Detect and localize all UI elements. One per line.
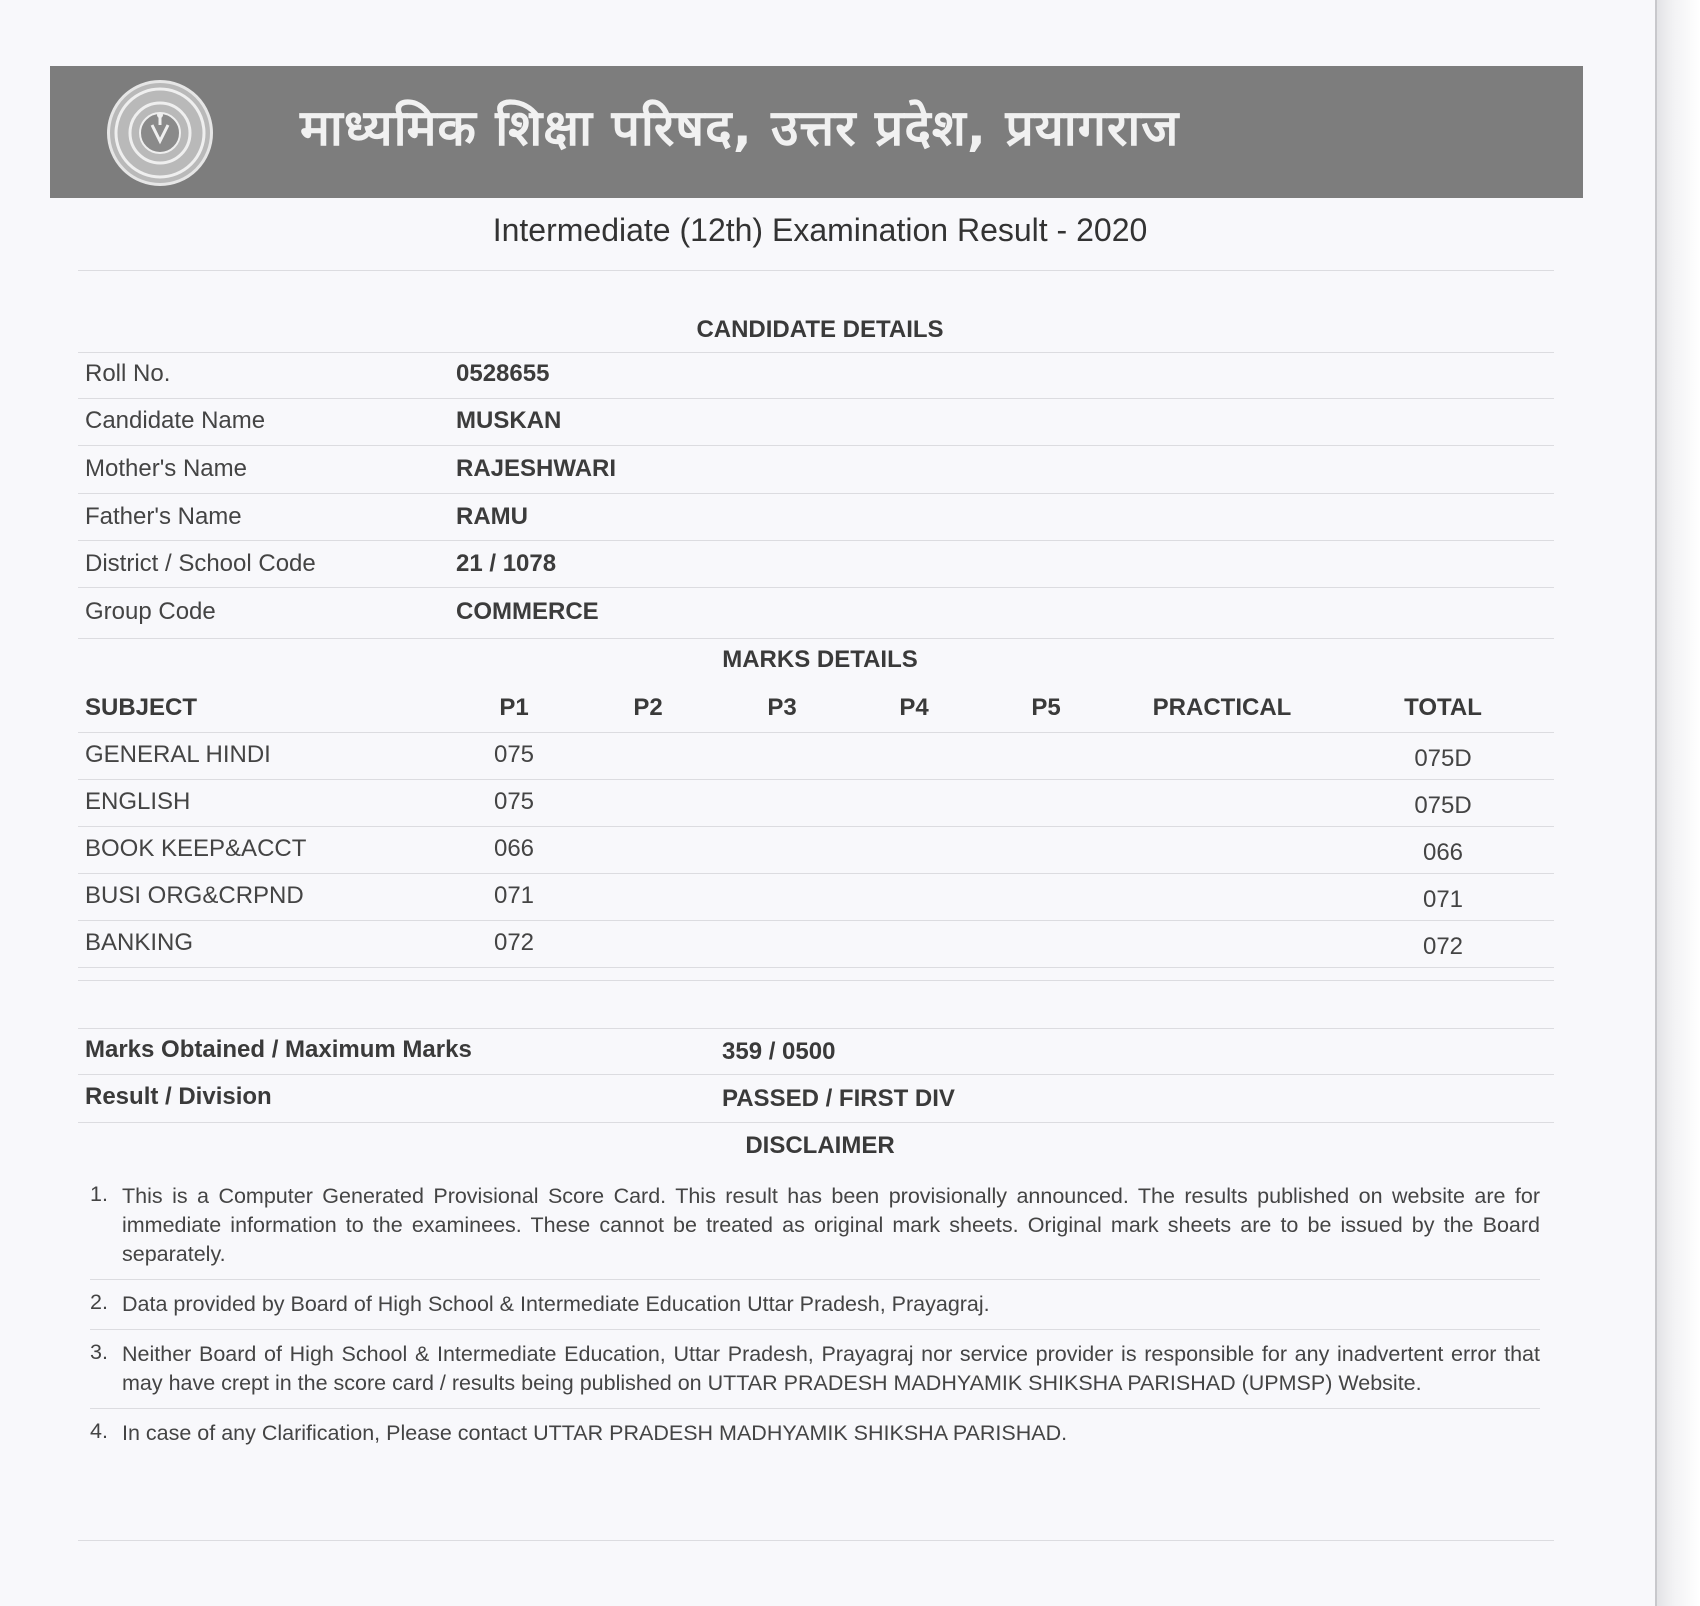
marks-summary-row <box>85 1030 1545 1076</box>
divider <box>78 540 1554 541</box>
field-label: Candidate Name <box>85 407 266 434</box>
cell-p1: 071 <box>493 882 535 909</box>
cell-p1: 075 <box>493 741 535 768</box>
field-label: District / School Code <box>85 550 316 577</box>
table-row <box>85 780 1555 827</box>
divider <box>78 270 1554 271</box>
divider <box>78 587 1554 588</box>
field-value: 21 / 1078 <box>456 550 557 577</box>
candidate-row-group-code <box>85 592 1545 636</box>
cell-p1: 072 <box>493 929 535 956</box>
disclaimer-list <box>90 1182 1540 1468</box>
item-text: Data provided by Board of High School & Intermediate Education Uttar Pradesh, Prayagraj. <box>122 1292 990 1316</box>
field-label: Group Code <box>85 598 216 625</box>
item-text: In case of any Clarification, Please contact UTTAR PRADESH MADHYAMIK SHIKSHA PARISHAD. <box>122 1421 1068 1445</box>
divider <box>78 980 1554 981</box>
marks-obtained-label: Marks Obtained / Maximum Marks <box>85 1036 472 1063</box>
divider <box>78 352 1554 353</box>
candidate-row-roll-no <box>85 354 1545 398</box>
candidate-details-heading: CANDIDATE DETAILS <box>696 316 944 343</box>
marks-table <box>85 686 1555 968</box>
table-row <box>85 874 1555 921</box>
marks-details-heading: MARKS DETAILS <box>722 646 918 673</box>
marks-obtained-value: 359 / 0500 <box>722 1038 836 1065</box>
divider <box>78 398 1554 399</box>
result-division-label: Result / Division <box>85 1083 272 1110</box>
field-value: COMMERCE <box>456 598 599 625</box>
cell-subject: GENERAL HINDI <box>85 741 271 768</box>
cell-subject: ENGLISH <box>85 788 191 815</box>
item-text: This is a Computer Generated Provisional Score Card. This result has been provisionally announced. The results published on website are for immediate information to the examinees. These cannot be treated as original mark sheets. Original mark sheets are to be issued by the Board separately. <box>122 1184 1540 1266</box>
divider <box>78 1028 1554 1029</box>
scan-edge <box>1657 0 1700 1606</box>
divider <box>78 1122 1554 1123</box>
col-header-p2: P2 <box>633 694 663 721</box>
disclaimer-heading: DISCLAIMER <box>745 1132 895 1159</box>
field-value: RAMU <box>456 503 528 530</box>
table-row <box>85 733 1555 780</box>
divider <box>78 1540 1554 1541</box>
result-division-row <box>85 1077 1545 1123</box>
list-item <box>90 1290 1540 1330</box>
list-item <box>90 1419 1540 1458</box>
item-number: 1. <box>90 1182 108 1206</box>
col-header-subject: SUBJECT <box>85 694 198 721</box>
col-header-p4: P4 <box>899 694 929 721</box>
table-row <box>85 921 1555 968</box>
col-header-p1: P1 <box>499 694 529 721</box>
field-value: 0528655 <box>456 360 550 387</box>
candidate-row-name <box>85 401 1545 445</box>
cell-p1: 066 <box>493 835 535 862</box>
exam-title: Intermediate (12th) Examination Result - 2020 <box>492 212 1148 248</box>
board-name: माध्यमिक शिक्षा परिषद, उत्तर प्रदेश, प्रयागराज <box>300 99 1180 157</box>
cell-total: 066 <box>1422 839 1464 866</box>
cell-subject: BOOK KEEP&ACCT <box>85 835 307 862</box>
field-value: RAJESHWARI <box>456 455 617 482</box>
cell-total: 075D <box>1414 745 1472 772</box>
marks-header-row <box>85 686 1555 733</box>
cell-total: 072 <box>1422 933 1464 960</box>
cell-p1: 075 <box>493 788 535 815</box>
divider <box>78 493 1554 494</box>
col-header-total: TOTAL <box>1404 694 1482 721</box>
cell-subject: BANKING <box>85 929 194 956</box>
candidate-row-district-school <box>85 544 1545 588</box>
divider <box>78 967 1554 968</box>
divider <box>78 445 1554 446</box>
cell-total: 071 <box>1422 886 1464 913</box>
divider <box>78 638 1554 639</box>
item-number: 4. <box>90 1419 108 1443</box>
board-header-band <box>50 66 1583 198</box>
table-row <box>85 827 1555 874</box>
col-header-p5: P5 <box>1031 694 1061 721</box>
result-division-value: PASSED / FIRST DIV <box>722 1085 955 1112</box>
col-header-practical: PRACTICAL <box>1152 694 1292 721</box>
item-text: Neither Board of High School & Intermediate Education, Uttar Pradesh, Prayagraj nor service provider is responsible for any inadvertent error that may have crept in the score card / results being published on UTTAR PRADESH MADHYAMIK SHIKSHA PARISHAD (UPMSP) Website. <box>122 1342 1540 1395</box>
candidate-row-father <box>85 497 1545 541</box>
col-header-p3: P3 <box>767 694 797 721</box>
cell-subject: BUSI ORG&CRPND <box>85 882 304 909</box>
field-label: Mother's Name <box>85 455 247 482</box>
field-label: Roll No. <box>85 360 171 387</box>
item-number: 2. <box>90 1290 108 1314</box>
field-value: MUSKAN <box>456 407 562 434</box>
cell-total: 075D <box>1414 792 1472 819</box>
list-item <box>90 1182 1540 1280</box>
list-item <box>90 1340 1540 1409</box>
divider <box>78 1074 1554 1075</box>
item-number: 3. <box>90 1340 108 1364</box>
board-emblem-icon <box>107 80 213 186</box>
candidate-row-mother <box>85 449 1545 493</box>
field-label: Father's Name <box>85 503 242 530</box>
